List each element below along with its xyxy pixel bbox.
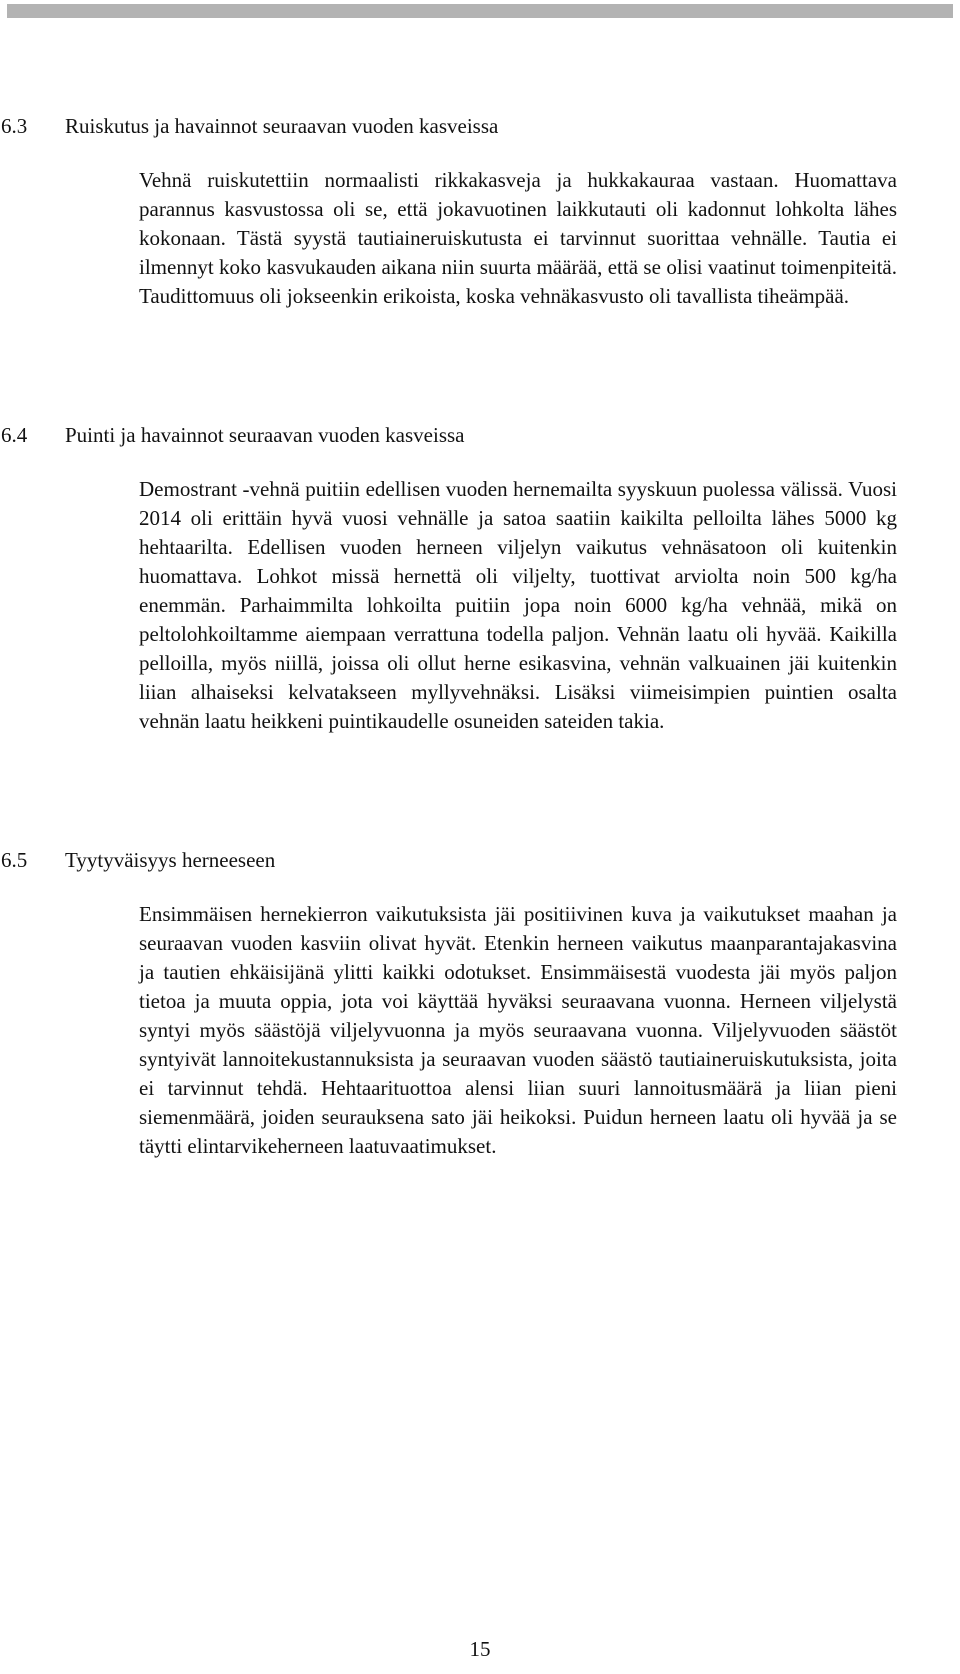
section-paragraph: Vehnä ruiskutettiin normaalisti rikkakasveja ja hukkakauraa vastaan. Huomattava parannus kasvustossa oli se, että jokavuotinen laikkutauti oli kadonnut lohkolta lähes kokonaan. Tästä syystä tautiaineruiskutusta ei tarvinnut suorittaa vehnälle. Tautia ei ilmennyt koko kasvukauden aikana niin suurta määrää, että se olisi vaatinut toimenpiteitä. Taudittomuus oli jokseenkin erikoista, koska vehnäkasvusto oli tavallista tiheämpää.: [139, 168, 897, 308]
section-number: 6.4: [1, 423, 28, 447]
section-title: Ruiskutus ja havainnot seuraavan vuoden kasveissa: [65, 114, 499, 138]
section-title: Tyytyväisyys herneeseen: [65, 848, 276, 872]
section-paragraph: Ensimmäisen hernekierron vaikutuksista jäi positiivinen kuva ja vaikutukset maahan ja seuraavan vuoden kasviin olivat hyvät. Etenkin herneen vaikutus maanparantajakasvina ja tautien ehkäisijänä ylitti kaikki odotukset. Ensimmäisestä vuodesta jäi myös paljon tietoa ja muuta oppia, jota voi käyttää hyväksi seuraavana vuonna. Herneen viljelystä syntyi myös säästöjä viljelyvuonna ja myös seuraavana vuonna. Viljelyvuoden säästöt syntyivät lannoitekustannuksista ja seuraavan vuoden säästö tautiaineruiskutuksista, joita ei tarvinnut tehdä. Hehtaarituottoa alensi liian suuri lannoitusmäärä ja liian pieni siemenmäärä, joiden seurauksena sato jäi heikoksi. Puidun herneen laatu oli hyvää ja se täytti elintarvikeherneen laatuvaatimukset.: [139, 902, 897, 1158]
section-paragraph: Demostrant -vehnä puitiin edellisen vuoden hernemailta syyskuun puolessa välissä. Vuosi 2014 oli erittäin hyvä vuosi vehnälle ja satoa saatiin kaikilta pelloilta lähes 5000 kg hehtaarilta. Edellisen vuoden herneen viljelyn vaikutus vehnäsatoon oli kuitenkin huomattava. Lohkot missä hernettä oli viljelty, tuottivat arviolta noin 500 kg/ha enemmän. Parhaimmilta lohkoilta puitiin jopa noin 6000 kg/ha vehnää, mikä on peltolohkoiltamme aiempaan verrattuna todella paljon. Vehnän laatu oli hyvää. Kaikilla pelloilla, myös niillä, joissa oli ollut herne esikasvina, vehnän valkuainen jäi kuitenkin liian alhaiseksi kelvatakseen myllyvehnäksi. Lisäksi viimeisimpien puintien osalta vehnän laatu heikkeni puintikaudelle osuneiden sateiden takia.: [139, 477, 897, 733]
top-header-bar: [7, 4, 953, 18]
section-title: Puinti ja havainnot seuraavan vuoden kasveissa: [65, 423, 465, 447]
section-number: 6.5: [1, 848, 28, 872]
section-number: 6.3: [1, 114, 28, 138]
page-number: 15: [469, 1637, 491, 1661]
